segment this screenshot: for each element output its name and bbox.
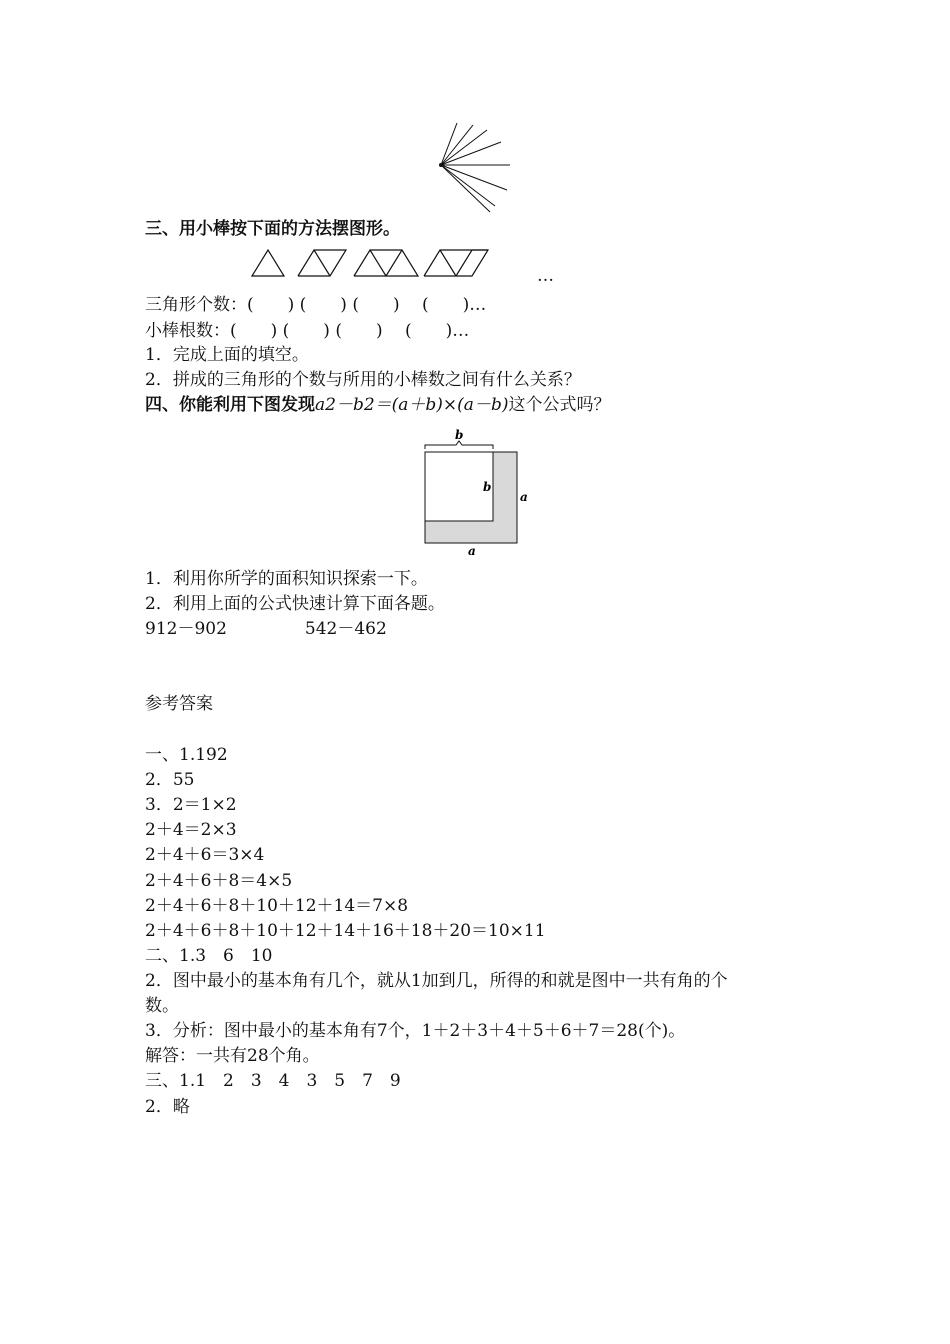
answer-line: 2．55 [145,770,195,790]
answer-line: 2＋4＋6＋8＝4×5 [145,871,293,891]
label-a-side: a [520,490,528,504]
answer-line: 2．图中最小的基本角有几个，就从1加到几，所得的和就是图中一共有角的个 [145,971,728,991]
answer-line: 数。 [145,996,179,1016]
section4-question-1: 1．利用你所学的面积知识探索一下。 [145,569,428,589]
calc-problem-1: 912－902 [145,619,227,639]
section4-title-prefix: 四、你能利用下图发现 [145,395,315,415]
answer-line: 3．2＝1×2 [145,795,237,815]
section4-title [145,394,610,416]
stick-count-row: 小棒根数：( ) ( ) ( ) ( )… [145,321,470,341]
label-b-side: b [483,480,492,494]
answer-line: 解答：一共有28个角。 [145,1046,320,1066]
square-difference-figure [410,425,550,565]
calc-problems [145,618,387,640]
section3-question-1: 1．完成上面的填空。 [145,345,309,365]
triangle-sticks-figure [250,247,520,279]
answer-line: 2＋4＋6＋8＋10＋12＋14＝7×8 [145,896,409,916]
section3-question-2: 2．拼成的三角形的个数与所用的小棒数之间有什么关系？ [145,370,581,390]
answer-line: 二、1.3 6 10 [145,946,273,966]
answer-line: 2＋4＝2×3 [145,820,237,840]
section4-formula: a2－b2＝(a＋b)×(a－b) [315,395,509,415]
answer-line: 3．分析：图中最小的基本角有7个，1＋2＋3＋4＋5＋6＋7＝28(个)。 [145,1021,686,1041]
answer-line: 三、1.1 2 3 4 3 5 7 9 [145,1071,401,1091]
angle-rays-figure [435,120,515,215]
answer-line: 一、1.192 [145,745,228,765]
answer-line: 2＋4＋6＋8＋10＋12＋14＋16＋18＋20＝10×11 [145,921,546,941]
label-a-bottom: a [468,544,476,558]
triangle-count-row: 三角形个数：( ) ( ) ( ) ( )… [145,295,487,315]
answer-line: 2＋4＋6＝3×4 [145,845,265,865]
section4-title-suffix: 这个公式吗？ [508,395,611,415]
answers-heading: 参考答案 [145,694,213,714]
section4-question-2: 2．利用上面的公式快速计算下面各题。 [145,594,445,614]
answer-line: 2．略 [145,1097,190,1117]
sequence-ellipsis: … [537,266,554,286]
section3-title: 三、用小棒按下面的方法摆图形。 [145,219,400,239]
calc-problem-2: 542－462 [304,619,387,639]
label-b-top: b [455,428,464,442]
